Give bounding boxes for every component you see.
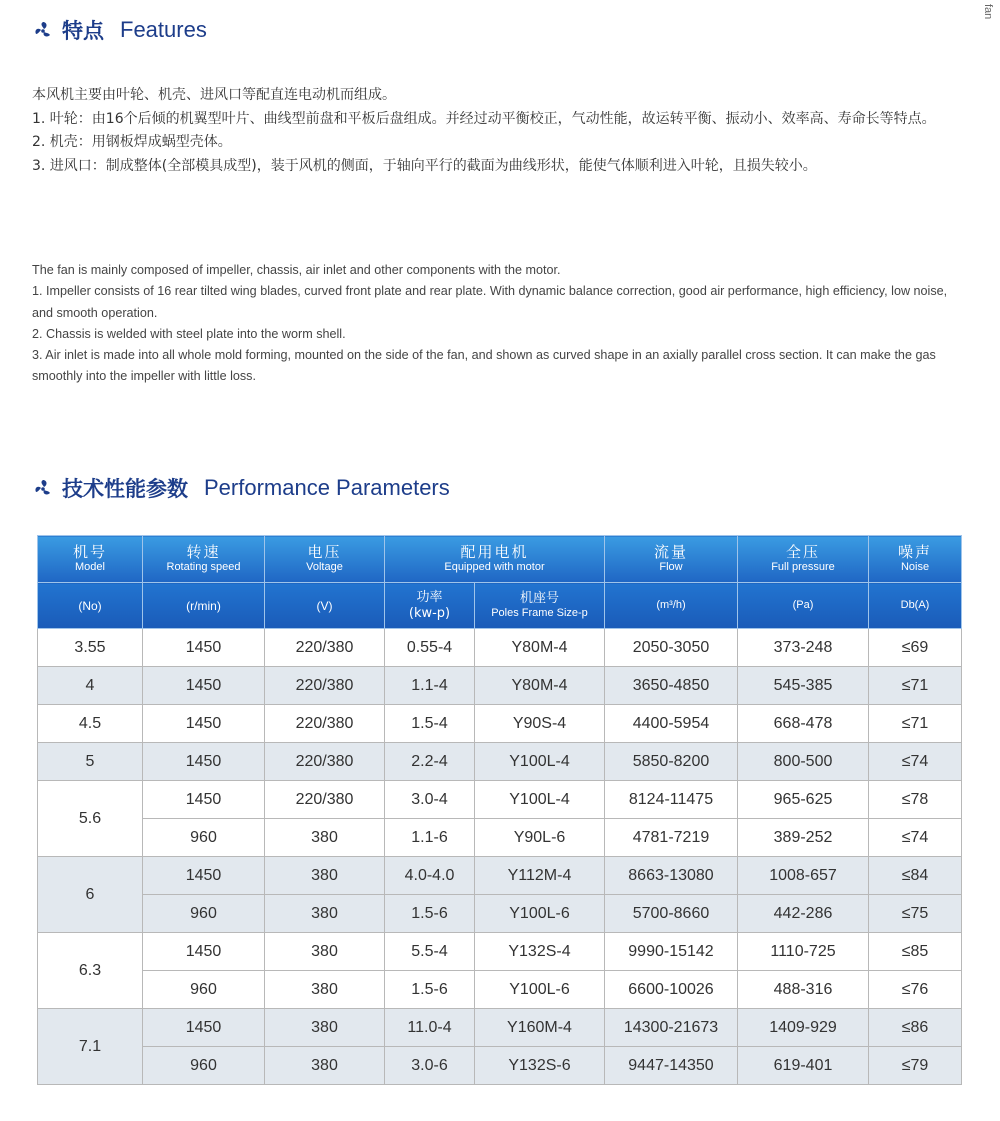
features-title-zh: 特点 <box>62 19 104 43</box>
zh-line: 2. 机壳：用钢板焊成蜗型壳体。 <box>32 134 232 150</box>
unit-voltage: (V) <box>265 583 385 629</box>
table-row <box>38 857 962 895</box>
unit-model: (No) <box>38 583 143 629</box>
cell-flow: 9990-15142 <box>605 933 738 971</box>
cell-flow: 14300-21673 <box>605 1009 738 1047</box>
header-pressure: 全压 Full pressure <box>738 536 869 583</box>
fan-logo-icon <box>32 477 54 499</box>
cell-voltage: 220/380 <box>265 667 385 705</box>
cell-pressure: 488-316 <box>738 971 869 1009</box>
cell-noise: ≤74 <box>869 819 962 857</box>
cell-speed: 1450 <box>143 667 265 705</box>
cell-noise: ≤74 <box>869 743 962 781</box>
cell-frame: Y112M-4 <box>475 857 605 895</box>
cell-noise: ≤78 <box>869 781 962 819</box>
cell-noise: ≤79 <box>869 1047 962 1085</box>
cell-voltage: 380 <box>265 971 385 1009</box>
cell-voltage: 220/380 <box>265 743 385 781</box>
zh-line: 1. 叶轮：由16个后倾的机翼型叶片、曲线型前盘和平板后盘组成。并经过动平衡校正，气动性能，故运转平衡、振动小、效率高、寿命长等特点。 <box>32 110 936 127</box>
table-row <box>38 781 962 819</box>
zh-line: 3. 进风口：制成整体(全部模具成型)，装于风机的侧面，于轴向平行的截面为曲线形状，能使气体顺利进入叶轮，且损失较小。 <box>32 157 817 174</box>
cell-noise: ≤69 <box>869 629 962 667</box>
zh-line: 本风机主要由叶轮、机壳、进风口等配直连电动机而组成。 <box>32 87 396 103</box>
header-frame: 机座号 Poles Frame Size-p <box>475 583 605 629</box>
cell-speed: 1450 <box>143 1009 265 1047</box>
table-row <box>38 819 962 857</box>
cell-frame: Y132S-4 <box>475 933 605 971</box>
table-row <box>38 895 962 933</box>
params-title-en: Performance Parameters <box>204 475 450 500</box>
cell-speed: 960 <box>143 895 265 933</box>
table-row <box>38 1047 962 1085</box>
header-model: 机号 Model <box>38 536 143 583</box>
unit-noise: Db(A) <box>869 583 962 629</box>
cell-voltage: 220/380 <box>265 705 385 743</box>
en-line: 2. Chassis is welded with steel plate into the worm shell. <box>32 326 346 341</box>
cell-flow: 5700-8660 <box>605 895 738 933</box>
features-zh-text <box>32 84 962 178</box>
cell-voltage: 220/380 <box>265 629 385 667</box>
cell-speed: 1450 <box>143 705 265 743</box>
cell-voltage: 380 <box>265 1009 385 1047</box>
table-row <box>38 933 962 971</box>
cell-pressure: 619-401 <box>738 1047 869 1085</box>
table-row <box>38 705 962 743</box>
en-line: 3. Air inlet is made into all whole mold forming, mounted on the side of the fan, and shown as curved shape in an axially parallel cross section. It can make the gas smoothly into the impeller with little loss. <box>32 348 936 384</box>
corner-tag: fan <box>982 4 994 20</box>
cell-noise: ≤85 <box>869 933 962 971</box>
cell-pressure: 965-625 <box>738 781 869 819</box>
header-noise: 噪声 Noise <box>869 536 962 583</box>
cell-pressure: 1008-657 <box>738 857 869 895</box>
cell-power: 1.5-6 <box>385 971 475 1009</box>
cell-pressure: 800-500 <box>738 743 869 781</box>
cell-speed: 960 <box>143 819 265 857</box>
cell-model: 5.6 <box>38 781 143 857</box>
cell-flow: 6600-10026 <box>605 971 738 1009</box>
en-line: The fan is mainly composed of impeller, chassis, air inlet and other components with the motor. <box>32 263 561 277</box>
cell-model: 6.3 <box>38 933 143 1009</box>
cell-model: 4 <box>38 667 143 705</box>
cell-speed: 960 <box>143 1047 265 1085</box>
cell-speed: 1450 <box>143 857 265 895</box>
unit-flow: (m³/h) <box>605 583 738 629</box>
cell-flow: 3650-4850 <box>605 667 738 705</box>
cell-pressure: 668-478 <box>738 705 869 743</box>
cell-flow: 5850-8200 <box>605 743 738 781</box>
cell-power: 5.5-4 <box>385 933 475 971</box>
cell-frame: Y100L-6 <box>475 971 605 1009</box>
cell-model: 6 <box>38 857 143 933</box>
table-row <box>38 971 962 1009</box>
cell-frame: Y90L-6 <box>475 819 605 857</box>
cell-noise: ≤71 <box>869 667 962 705</box>
cell-noise: ≤71 <box>869 705 962 743</box>
cell-pressure: 1409-929 <box>738 1009 869 1047</box>
cell-frame: Y132S-6 <box>475 1047 605 1085</box>
cell-frame: Y100L-6 <box>475 895 605 933</box>
table-row <box>38 743 962 781</box>
cell-model: 7.1 <box>38 1009 143 1085</box>
header-speed: 转速 Rotating speed <box>143 536 265 583</box>
cell-power: 2.2-4 <box>385 743 475 781</box>
cell-pressure: 442-286 <box>738 895 869 933</box>
unit-speed: (r/min) <box>143 583 265 629</box>
header-flow: 流量 Flow <box>605 536 738 583</box>
cell-flow: 8124-11475 <box>605 781 738 819</box>
cell-power: 11.0-4 <box>385 1009 475 1047</box>
cell-speed: 1450 <box>143 743 265 781</box>
header-power: 功率 (kw-p) <box>385 583 475 629</box>
cell-noise: ≤84 <box>869 857 962 895</box>
cell-frame: Y80M-4 <box>475 667 605 705</box>
cell-speed: 960 <box>143 971 265 1009</box>
cell-voltage: 380 <box>265 895 385 933</box>
header-motor: 配用电机 Equipped with motor <box>385 536 605 583</box>
cell-power: 3.0-6 <box>385 1047 475 1085</box>
cell-speed: 1450 <box>143 933 265 971</box>
cell-noise: ≤86 <box>869 1009 962 1047</box>
cell-pressure: 389-252 <box>738 819 869 857</box>
performance-table <box>37 535 962 1085</box>
cell-power: 1.5-6 <box>385 895 475 933</box>
cell-voltage: 380 <box>265 819 385 857</box>
cell-frame: Y100L-4 <box>475 781 605 819</box>
cell-power: 1.5-4 <box>385 705 475 743</box>
cell-voltage: 380 <box>265 1047 385 1085</box>
cell-flow: 2050-3050 <box>605 629 738 667</box>
cell-frame: Y90S-4 <box>475 705 605 743</box>
table-row <box>38 629 962 667</box>
cell-speed: 1450 <box>143 781 265 819</box>
cell-frame: Y100L-4 <box>475 743 605 781</box>
fan-logo-icon <box>32 19 54 41</box>
cell-noise: ≤76 <box>869 971 962 1009</box>
header-voltage: 电压 Voltage <box>265 536 385 583</box>
cell-voltage: 220/380 <box>265 781 385 819</box>
cell-flow: 9447-14350 <box>605 1047 738 1085</box>
cell-voltage: 380 <box>265 857 385 895</box>
cell-power: 3.0-4 <box>385 781 475 819</box>
cell-flow: 8663-13080 <box>605 857 738 895</box>
features-heading <box>32 15 207 45</box>
cell-speed: 1450 <box>143 629 265 667</box>
cell-model: 5 <box>38 743 143 781</box>
cell-flow: 4400-5954 <box>605 705 738 743</box>
cell-flow: 4781-7219 <box>605 819 738 857</box>
cell-power: 0.55-4 <box>385 629 475 667</box>
table-row <box>38 667 962 705</box>
cell-frame: Y80M-4 <box>475 629 605 667</box>
cell-frame: Y160M-4 <box>475 1009 605 1047</box>
params-title-zh: 技术性能参数 <box>62 477 188 501</box>
cell-power: 1.1-6 <box>385 819 475 857</box>
cell-power: 4.0-4.0 <box>385 857 475 895</box>
cell-voltage: 380 <box>265 933 385 971</box>
cell-power: 1.1-4 <box>385 667 475 705</box>
cell-noise: ≤75 <box>869 895 962 933</box>
params-heading <box>32 473 450 503</box>
cell-pressure: 545-385 <box>738 667 869 705</box>
cell-pressure: 1110-725 <box>738 933 869 971</box>
cell-model: 3.55 <box>38 629 143 667</box>
table-row <box>38 1009 962 1047</box>
features-title-en: Features <box>120 17 207 42</box>
cell-pressure: 373-248 <box>738 629 869 667</box>
en-line: 1. Impeller consists of 16 rear tilted wing blades, curved front plate and rear plate. With dynamic balance correction, good air performance, high efficiency, low noise, and smooth operation. <box>32 284 948 320</box>
features-en-text <box>32 260 962 388</box>
unit-pressure: (Pa) <box>738 583 869 629</box>
cell-model: 4.5 <box>38 705 143 743</box>
